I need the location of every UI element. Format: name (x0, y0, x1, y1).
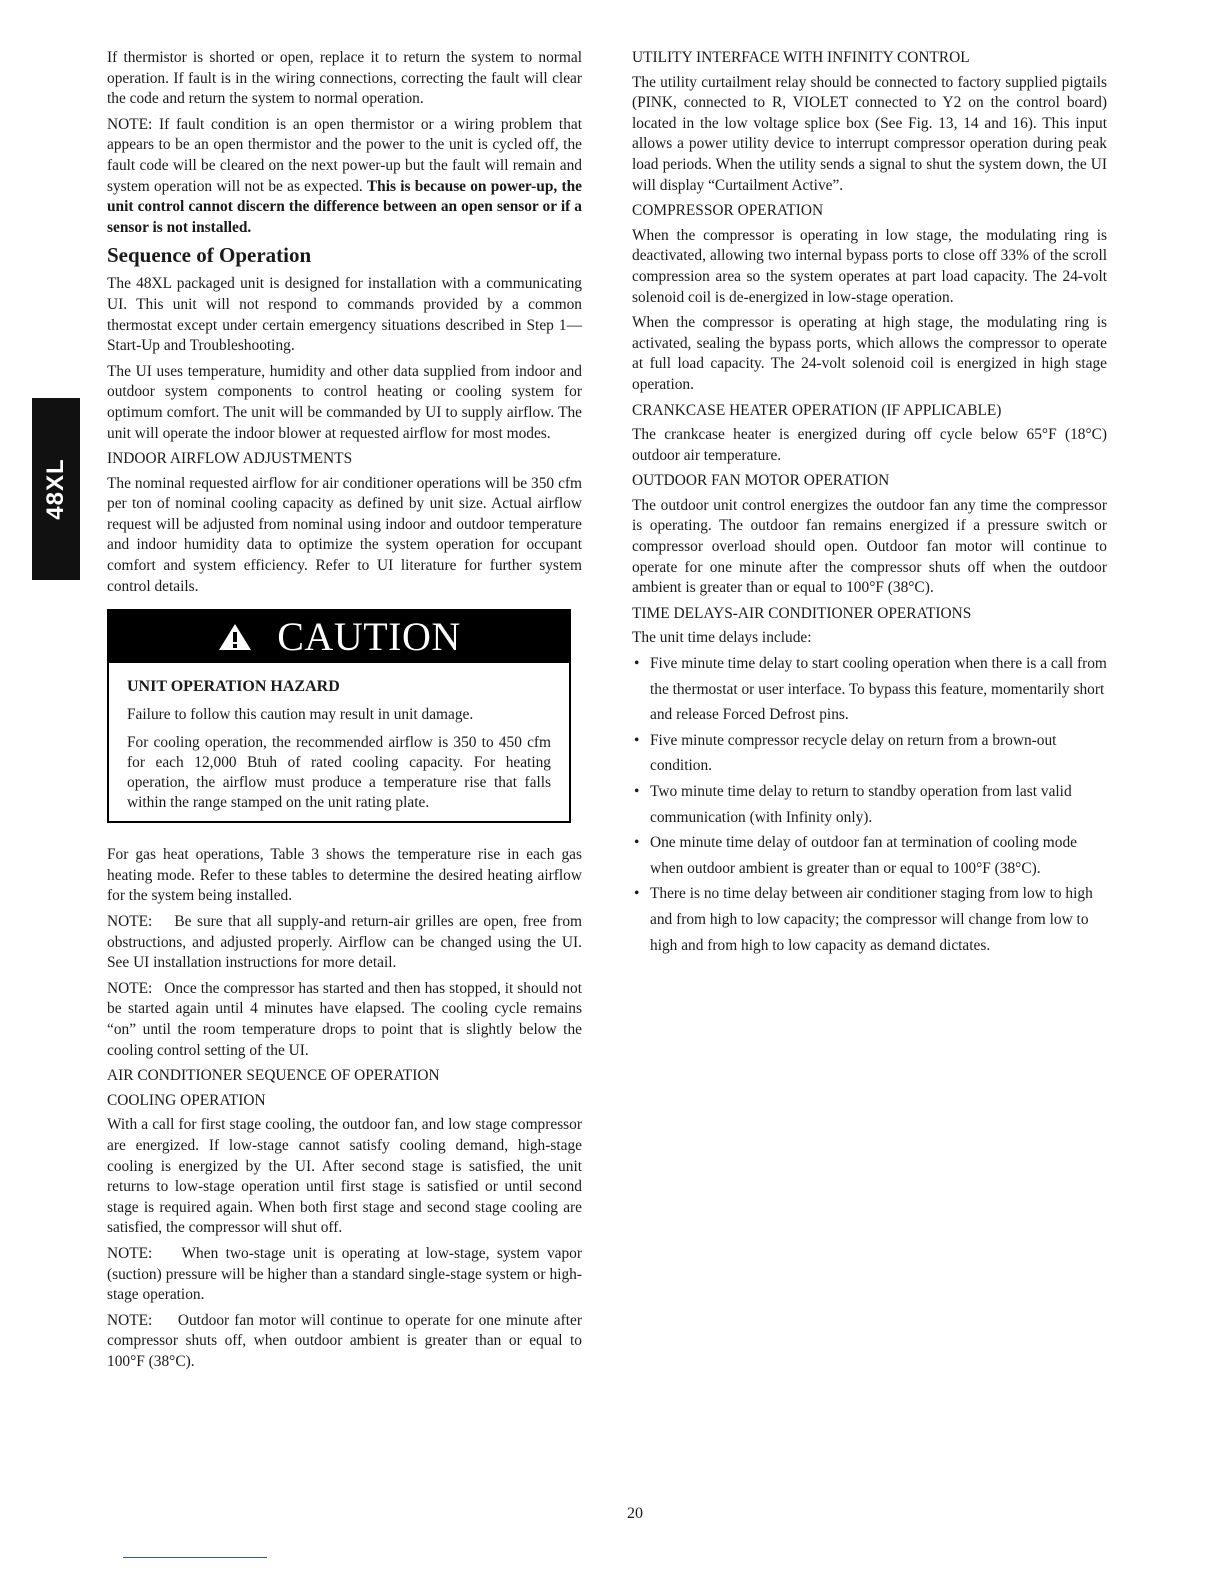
paragraph: The outdoor unit control energizes the outdoor fan any time the compressor is operating. The outdoor fan remains energized if a pressure switch or compressor overload should open. Outdoor fan motor will continue to operate for one minute after the compressor shuts off when the outdoor ambient is greater than or equal to 100°F (38°C). (632, 496, 1107, 597)
caution-text: Failure to follow this caution may result in unit damage. (127, 706, 474, 724)
paragraph: For gas heat operations, Table 3 shows the temperature rise in each gas heating mode. Refer to these tables to determine the desired heating airflow for the system being installed. (107, 846, 582, 905)
warning-triangle-icon (217, 622, 253, 652)
caution-banner (109, 611, 569, 663)
paragraph: The unit time delays include: (632, 629, 812, 647)
right-column (632, 48, 1107, 958)
note-paragraph (107, 912, 582, 974)
subheading: COOLING OPERATION (107, 1091, 266, 1109)
section-heading: Sequence of Operation (107, 243, 312, 268)
caution-box (107, 609, 571, 823)
subheading: CRANKCASE HEATER OPERATION (IF APPLICABLE) (632, 401, 1002, 419)
caution-text: For cooling operation, the recommended airflow is 350 to 450 cfm for each 12,000 Btuh of rated cooling capacity. For heating operation, the airflow must produce a temperature rise that falls within the range stamped on the unit rating plate. (127, 734, 551, 812)
paragraph: The nominal requested airflow for air conditioner operations will be 350 cfm per ton of nominal cooling capacity as defined by unit size. Actual airflow request will be adjusted from nominal using indoor and outdoor temperature and indoor humidity data to optimize the system operation for occupant comfort and system efficiency. Refer to UI literature for further system control details. (107, 474, 582, 595)
note-paragraph (107, 115, 582, 239)
list-item: • One minute time delay of outdoor fan at termination of cooling mode when outdoor ambient is greater than or equal to 100°F (38°C). (632, 830, 1107, 881)
paragraph: When the compressor is operating at high stage, the modulating ring is activated, sealing the bypass ports, which allows the compressor to operate at full load capacity. The 24-volt solenoid coil is energized in high stage operation. (632, 314, 1107, 393)
list-item: • Five minute compressor recycle delay on return from a brown-out condition. (632, 728, 1107, 779)
paragraph: With a call for first stage cooling, the outdoor fan, and low stage compressor are energized. If low-stage cannot satisfy cooling demand, high-stage cooling is energized by the UI. After second stage is satisfied, the unit returns to low-stage operation until first stage is satisfied or until second stage is required again. When both first stage and second stage cooling are satisfied, the compressor will shut off. (107, 1116, 582, 1237)
subheading: OUTDOOR FAN MOTOR OPERATION (632, 472, 890, 490)
paragraph: The 48XL packaged unit is designed for installation with a communicating UI. This unit will not respond to commands provided by a common thermostat except under certain emergency situations described in Step 1—Start-Up and Troubleshooting. (107, 275, 582, 355)
time-delay-list (632, 651, 1107, 958)
note-paragraph (107, 1311, 582, 1373)
note-text: Be sure that all supply-and return-air grilles are open, free from obstructions, and adjusted properly. Airflow can be changed using the UI. See UI installation instructions for more detail. (107, 913, 583, 972)
footer-rule (123, 1557, 267, 1558)
paragraph: The utility curtailment relay should be connected to factory supplied pigtails (PINK, connected to R, VIOLET connected to Y2 on the control board) located in the low voltage splice box (See Fig. 13, 14 and 16). This input allows a power utility device to interrupt compressor operation during peak load periods. When the utility sends a signal to shut the system down, the UI will display “Curtailment Active”. (632, 73, 1107, 194)
hazard-title: UNIT OPERATION HAZARD (127, 678, 340, 696)
left-column (107, 48, 582, 1378)
paragraph: The UI uses temperature, humidity and other data supplied from indoor and outdoor system components to control heating or cooling system for optimum comfort. The unit will be commanded by UI to supply airflow. The unit will operate the indoor blower at requested airflow for most modes. (107, 362, 582, 442)
subheading: INDOOR AIRFLOW ADJUSTMENTS (107, 450, 353, 468)
note-label: NOTE: (107, 1311, 153, 1329)
note-text: Outdoor fan motor will continue to operate for one minute after compressor shuts off, when outdoor ambient is greater than or equal to 100°F (38°C). (107, 1311, 582, 1370)
note-bold-text: This is because on power-up, the unit control cannot discern the difference between an open sensor or if a sensor is not installed. (107, 177, 582, 236)
note-paragraph (107, 1244, 582, 1306)
note-paragraph (107, 979, 582, 1061)
caution-body (109, 663, 569, 813)
subheading: TIME DELAYS-AIR CONDITIONER OPERATIONS (632, 604, 972, 622)
note-label: NOTE: (107, 913, 153, 931)
subheading: UTILITY INTERFACE WITH INFINITY CONTROL (632, 49, 970, 66)
list-item: • Two minute time delay to return to standby operation from last valid communication (with Infinity only). (632, 779, 1107, 830)
page-number: 20 (627, 1505, 643, 1522)
subheading: AIR CONDITIONER SEQUENCE OF OPERATION (107, 1067, 440, 1085)
note-label: NOTE: (107, 979, 153, 997)
paragraph: When the compressor is operating in low stage, the modulating ring is deactivated, allowing two internal bypass ports to close off 33% of the scroll compression area so the system operates at part load capacity. The 24-volt solenoid coil is de-energized in low-stage operation. (632, 226, 1107, 306)
note-text: Once the compressor has started and then has stopped, it should not be started again until 4 minutes have elapsed. The cooling cycle remains “on” until the room temperature drops to point that is slightly below the cooling control setting of the UI. (107, 979, 582, 1059)
paragraph: The crankcase heater is energized during off cycle below 65°F (18°C) outdoor air temperature. (632, 426, 1107, 464)
list-item: • There is no time delay between air conditioner staging from low to high and from high to low capacity; the compressor will change from low to high and from high to low capacity as demand dictates. (632, 881, 1107, 958)
note-text: When two-stage unit is operating at low-stage, system vapor (suction) pressure will be higher than a standard single-stage system or high-stage operation. (107, 1244, 582, 1304)
note-label: NOTE: (107, 1244, 153, 1262)
note-text: NOTE: If fault condition is an open thermistor or a wiring problem that appears to be an open thermistor and the power to the unit is cycled off, the fault code will be cleared on the next power-up but the fault will remain and system operation will not be as expected. (107, 115, 582, 195)
paragraph: If thermistor is shorted or open, replace it to return the system to normal operation. If fault is in the wiring connections, correcting the fault will clear the code and return the system to normal operation. (107, 49, 582, 108)
list-item: • Five minute time delay to start cooling operation when there is a call from the thermostat or user interface. To bypass this feature, momentarily short and release Forced Defrost pins. (632, 651, 1107, 728)
subheading: COMPRESSOR OPERATION (632, 202, 824, 220)
side-tab-label: 48XL (42, 458, 69, 520)
caution-title: CAUTION (277, 613, 461, 659)
side-tab (32, 398, 80, 580)
